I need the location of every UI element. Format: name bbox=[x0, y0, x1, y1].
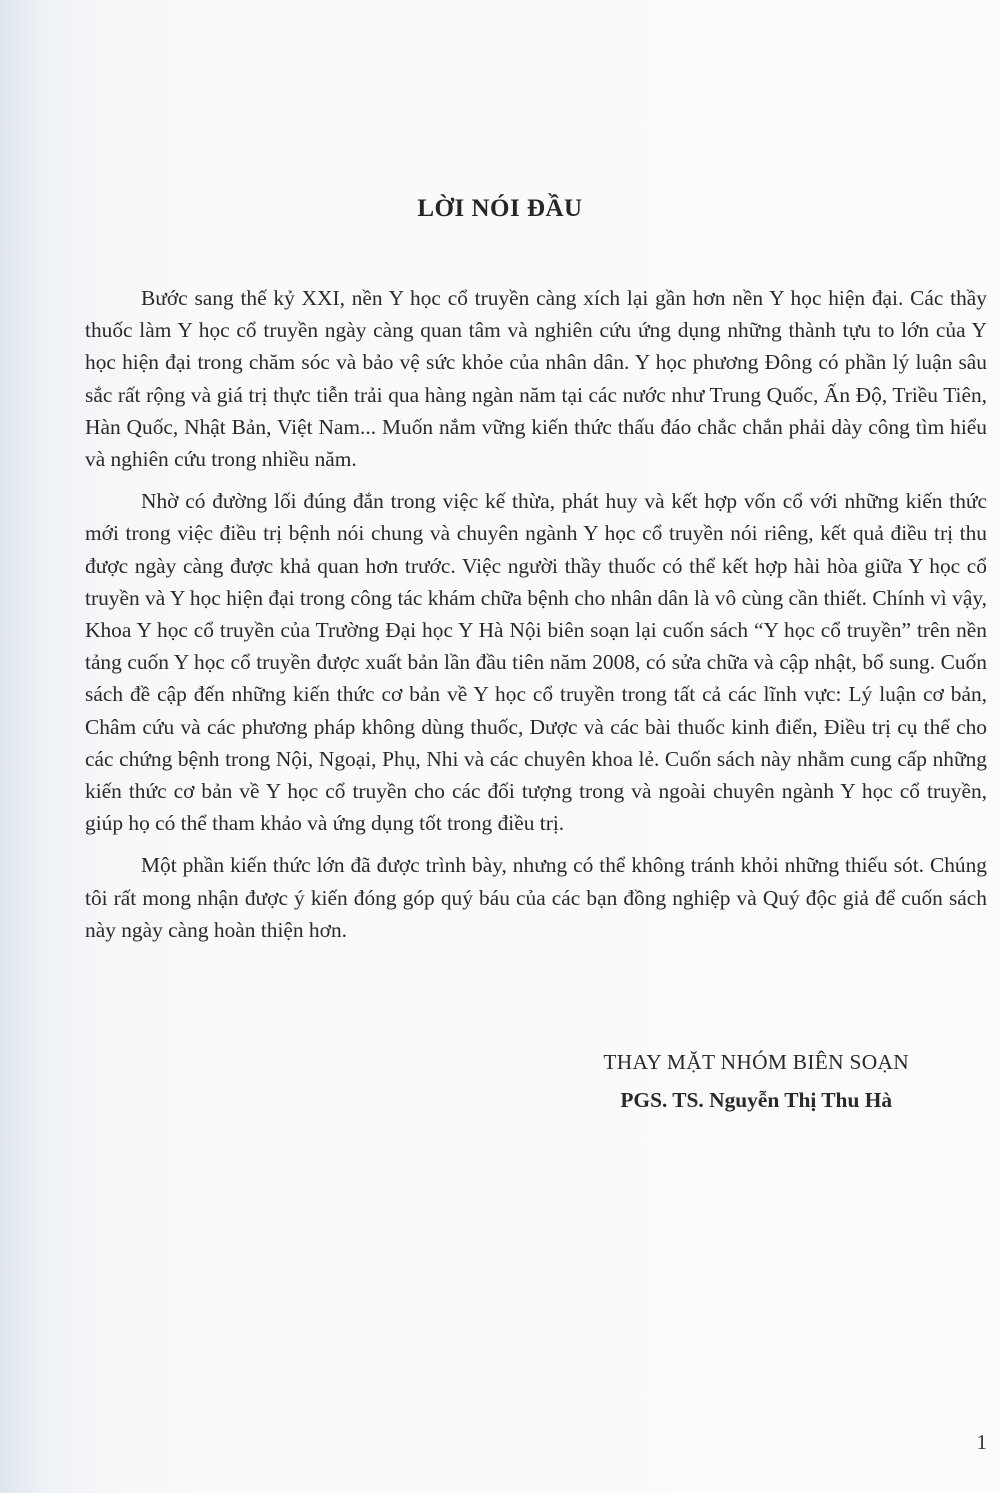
paragraph-3: Một phần kiến thức lớn đã được trình bày, nhưng có thể không tránh khỏi những thiếu sót. Chúng tôi rất mong nhận được ý kiến đóng góp quý báu của các bạn đồng nghiệp và Quý độc giả để cuốn sách này ngày càng hoàn thiện hơn. bbox=[85, 853, 987, 942]
paragraph-2: Nhờ có đường lối đúng đắn trong việc kế thừa, phát huy và kết hợp vốn cổ với những kiến thức mới trong việc điều trị bệnh nói chung và chuyên ngành Y học cổ truyền nói riêng, kết quả điều trị thu được ngày càng được khả quan hơn trước. Việc người thầy thuốc có thể kết hợp hài hòa giữa Y học cổ truyền và Y học hiện đại trong công tác khám chữa bệnh cho nhân dân là vô cùng cần thiết. Chính vì vậy, Khoa Y học cổ truyền của Trường Đại học Y Hà Nội biên soạn lại cuốn sách “Y học cổ truyền” trên nền tảng cuốn Y học cổ truyền được xuất bản lần đầu tiên năm 2008, có sửa chữa và cập nhật, bổ sung. Cuốn sách đề cập đến những kiến thức cơ bản về Y học cổ truyền trong tất cả các lĩnh vực: Lý luận cơ bản, Châm cứu và các phương pháp không dùng thuốc, Dược và các bài thuốc kinh điển, Điều trị cụ thể cho các chứng bệnh trong Nội, Ngoại, Phụ, Nhi và các chuyên khoa lẻ. Cuốn sách này nhằm cung cấp những kiến thức cơ bản về Y học cổ truyền cho các đối tượng trong và ngoài chuyên ngành Y học cổ truyền, giúp họ có thể tham khảo và ứng dụng tốt trong điều trị. bbox=[85, 489, 987, 836]
page-title: LỜI NÓI ĐẦU bbox=[417, 195, 583, 222]
signature-role: THAY MẶT NHÓM BIÊN SOẠN bbox=[603, 1050, 909, 1074]
page-number: 1 bbox=[976, 1430, 987, 1454]
body-text bbox=[85, 282, 987, 956]
paragraph-1: Bước sang thế kỷ XXI, nền Y học cổ truyền càng xích lại gần hơn nền Y học hiện đại. Các thầy thuốc làm Y học cổ truyền ngày càng quan tâm và nghiên cứu ứng dụng những thành tựu to lớn của Y học hiện đại trong chăm sóc và bảo vệ sức khỏe của nhân dân. Y học phương Đông có phần lý luận sâu sắc rất rộng và giá trị thực tiễn trải qua hàng ngàn năm tại các nước như Trung Quốc, Ấn Độ, Triều Tiên, Hàn Quốc, Nhật Bản, Việt Nam... Muốn nắm vững kiến thức thấu đáo chắc chắn phải dày công tìm hiểu và nghiên cứu trong nhiều năm. bbox=[85, 286, 987, 472]
signature-name: PGS. TS. Nguyễn Thị Thu Hà bbox=[620, 1088, 893, 1112]
signature-block bbox=[603, 1043, 909, 1119]
